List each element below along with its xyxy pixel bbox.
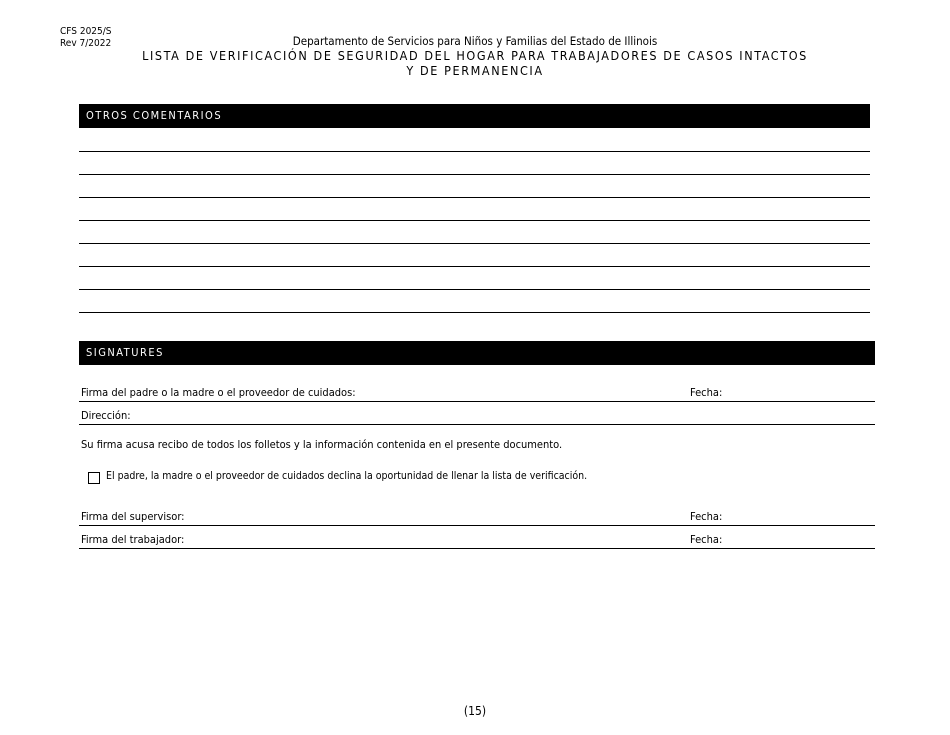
comment-line[interactable]: [79, 266, 870, 267]
comments-section-header: OTROS COMENTARIOS: [79, 104, 870, 128]
decline-checkbox-label: El padre, la madre o el proveedor de cuidados declina la oportunidad de llenar la lista de verificación.: [106, 470, 588, 482]
parent-date-label: Fecha:: [690, 386, 723, 399]
comment-line[interactable]: [79, 174, 870, 175]
revision-date: Rev 7/2022: [60, 38, 112, 49]
form-number: CFS 2025/S: [60, 26, 112, 37]
parent-signature-field[interactable]: [79, 385, 875, 402]
page-title: LISTA DE VERIFICACIÓN DE SEGURIDAD DEL HOGAR PARA TRABAJADORES DE CASOS INTACTOS: [142, 48, 808, 63]
page-number: (15): [463, 704, 487, 718]
comment-line[interactable]: [79, 220, 870, 221]
acknowledgement-text: Su firma acusa recibo de todos los folletos y la información contenida en el presente documento.: [81, 438, 563, 451]
comment-line[interactable]: [79, 312, 870, 313]
worker-signature-label: Firma del trabajador:: [81, 533, 185, 546]
department-name: Departamento de Servicios para Niños y Familias del Estado de Illinois: [292, 34, 658, 48]
worker-date-label: Fecha:: [690, 533, 723, 546]
comment-line[interactable]: [79, 197, 870, 198]
comment-line[interactable]: [79, 289, 870, 290]
supervisor-signature-label: Firma del supervisor:: [81, 510, 185, 523]
address-field[interactable]: [79, 408, 875, 425]
parent-signature-label: Firma del padre o la madre o el proveedor de cuidados:: [81, 386, 356, 399]
address-label: Dirección:: [81, 409, 131, 422]
supervisor-signature-field[interactable]: [79, 509, 875, 526]
comment-line[interactable]: [79, 151, 870, 152]
page-title-line2: Y DE PERMANENCIA: [406, 63, 544, 78]
comment-line[interactable]: [79, 243, 870, 244]
decline-checkbox[interactable]: [88, 472, 100, 484]
supervisor-date-label: Fecha:: [690, 510, 723, 523]
worker-signature-field[interactable]: [79, 532, 875, 549]
signatures-section-header: SIGNATURES: [79, 341, 875, 365]
